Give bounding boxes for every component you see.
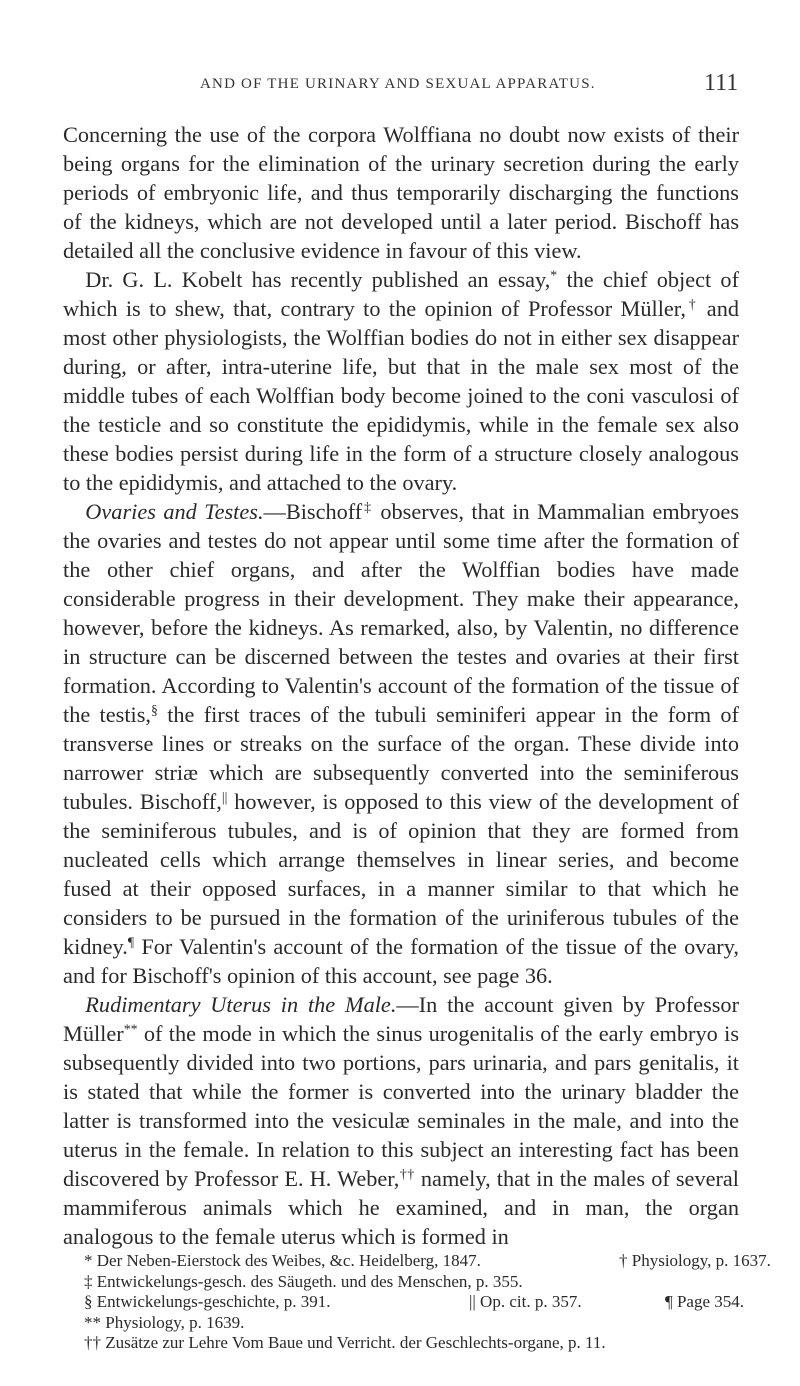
footnote-row — [84, 1251, 771, 1272]
main-text — [63, 120, 739, 1251]
paragraph-ovaries-testes: Ovaries and Testes.—Bischoff‡ observes, that in Mammalian embryoes the ovaries and testes do not appear until some time after the formation of the other chief organs, and after the Wolffian bodies have made considerable progress in their development. They make their appearance, however, before the kidneys. As remarked, also, by Valentin, no difference in structure can be discerned between the testes and ovaries at their first formation. According to Valentin's account of the formation of the tissue of the testis,§ the first traces of the tubuli seminiferi appear in the form of transverse lines or streaks on the surface of the organ. These divide into narrower striæ which are subsequently converted into the seminiferous tubules. Bischoff,|| however, is opposed to this view of the development of the seminiferous tubules, and is of opinion that they are formed from nucleated cells which arrange themselves in linear series, and become fused at their opposed surfaces, in a manner similar to that which he considers to be pursued in the formation of the uriniferous tubules of the kidney.¶ For Valentin's account of the formation of the tissue of the ovary, and for Bischoff's opinion of this account, see page 36. — [63, 499, 740, 988]
footnote: † Physiology, p. 1637. — [619, 1251, 771, 1270]
footnote: †† Zusätze zur Lehre Vom Baue und Verricht. der Geschlechts-organe, p. 11. — [84, 1333, 606, 1352]
footnote-row — [84, 1292, 744, 1313]
paragraph-wolffian-use: Concerning the use of the corpora Wolffiana no doubt now exists of their being organs for the elimination of the urinary secretion during the early periods of embryonic life, and thus temporarily discharging the functions of the kidneys, which are not developed until a later period. Bischoff has detailed all the conclusive evidence in favour of this view. — [63, 122, 739, 263]
footnote-ref: ¶ — [127, 934, 135, 950]
page-header — [0, 66, 800, 106]
footnote-ref: ** — [123, 1021, 138, 1037]
footnote: § Entwickelungs-geschichte, p. 391. — [84, 1292, 331, 1311]
footnote-ref: ‡ — [362, 499, 373, 515]
section-heading-ovaries-testes: Ovaries and Testes. — [85, 499, 264, 524]
footnote: * Der Neben-Eierstock des Weibes, &c. Heidelberg, 1847. — [84, 1251, 481, 1270]
footnote-ref: § — [150, 702, 158, 718]
footnote: || Op. cit. p. 357. — [469, 1292, 582, 1311]
footnote-row — [84, 1333, 744, 1354]
footnote: ‡ Entwickelungs-gesch. des Säugeth. und des Menschen, p. 355. — [84, 1271, 523, 1291]
paragraph-kobelt: Dr. G. L. Kobelt has recently published an essay,* the chief object of which is to shew, that, contrary to the opinion of Professor Müller,† and most other physiologists, the Wolffian bodies do not in either sex disappear during, or after, intra-uterine life, but that in the male sex most of the middle tubes of each Wolffian body become joined to the coni vasculosi of the testicle and so constitute the epididymis, while in the female sex also these bodies persist during life in the form of a structure closely analogous to the epididymis, and attached to the ovary. — [63, 267, 739, 495]
running-title: AND OF THE URINARY AND SEXUAL APPARATUS. — [200, 76, 596, 92]
footnote: ¶ Page 354. — [665, 1292, 744, 1311]
footnote-ref: † — [685, 296, 699, 312]
footnote: ** Physiology, p. 1639. — [84, 1312, 245, 1332]
footnote-ref: †† — [399, 1166, 415, 1182]
footnote-ref: || — [221, 789, 228, 805]
paragraph-rudimentary-uterus: Rudimentary Uterus in the Male.—In the account given by Professor Müller** of the mode in which the sinus urogenitalis of the early embryo is subsequently divided into two portions, pars urinaria, and pars genitalis, it is stated that while the former is converted into the urinary bladder the latter is transformed into the vesiculæ seminales in the male, and into the uterus in the female. In relation to this subject an interesting fact has been discovered by Professor E. H. Weber,†† namely, that in the males of several mammiferous animals which he examined, and in man, the organ analogous to the female uterus which is formed in — [63, 992, 740, 1249]
footnote-ref: * — [550, 267, 558, 283]
footnote-row — [84, 1272, 744, 1293]
section-heading-rudimentary-uterus: Rudimentary Uterus in the Male. — [85, 992, 397, 1017]
page-number: 111 — [704, 70, 739, 96]
footnote-row — [84, 1313, 744, 1334]
footnotes — [84, 1251, 771, 1354]
